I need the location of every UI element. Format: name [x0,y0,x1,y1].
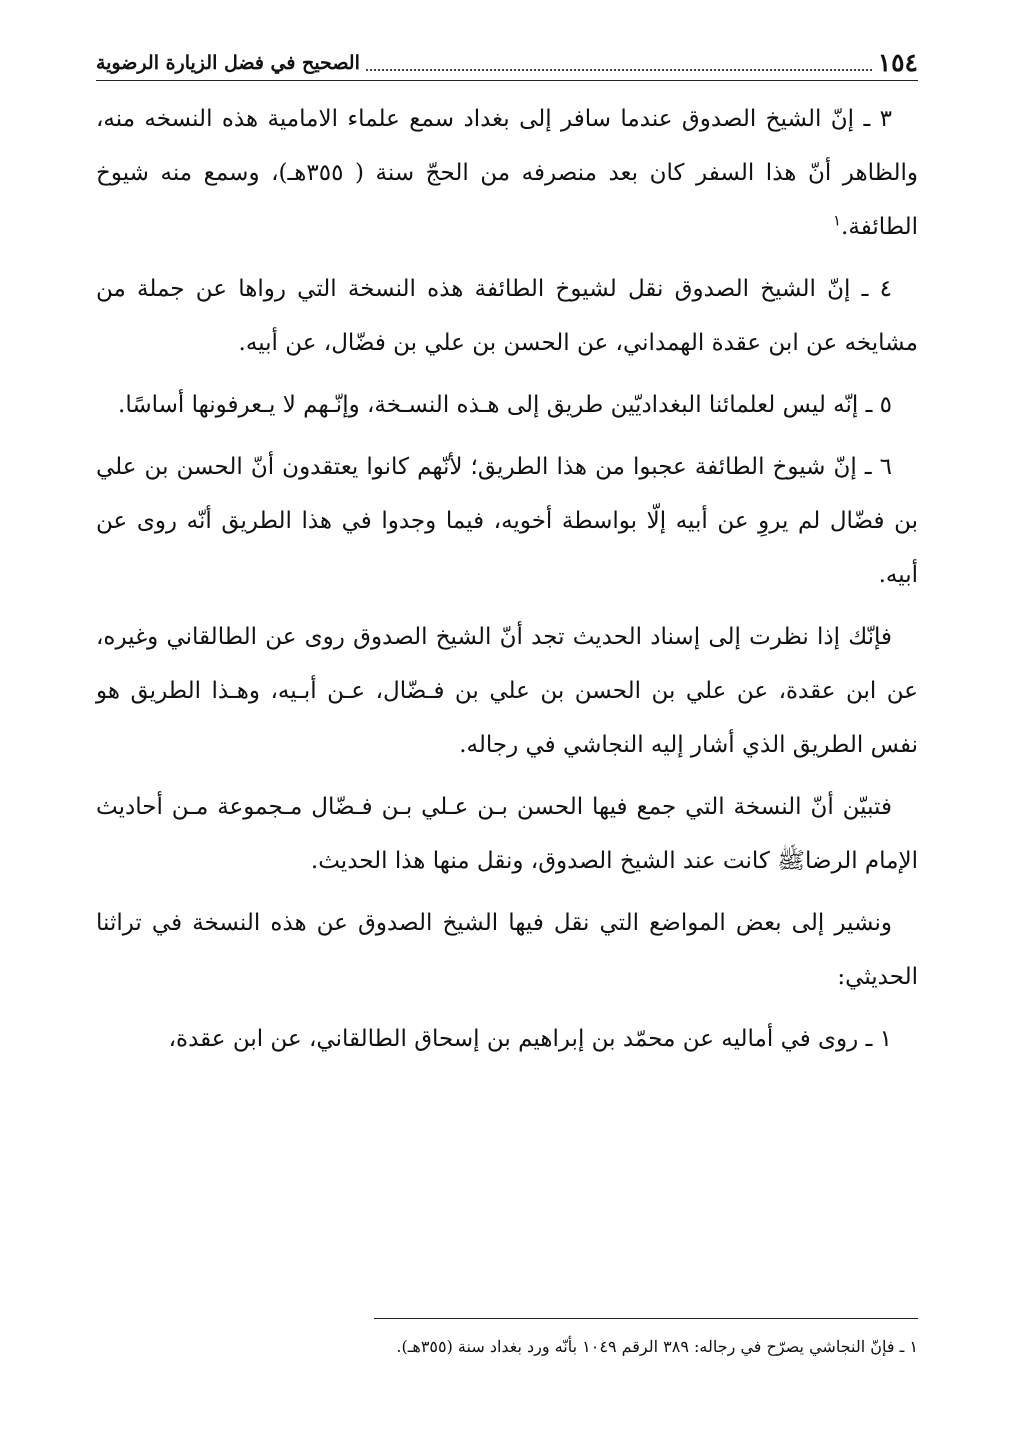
paragraph: ٦ ـ إنّ شيوخ الطائفة عجبوا من هذا الطريق؛ لأنّهم كانوا يعتقدون أنّ الحسن بن علي بن فضّال لم يروِ عن أبيه إلّا بواسطة أخويه، فيما وجدوا في هذا الطريق أنّه روى عن أبيه. [96,454,918,588]
body-text [96,92,918,1074]
paragraph: ١ ـ روى في أماليه عن محمّد بن إبراهيم بن إسحاق الطالقاني، عن ابن عقدة، [168,1026,892,1052]
header-dot-leader [366,68,872,71]
paragraph: فإنّك إذا نظرت إلى إسناد الحديث تجد أنّ الشيخ الصدوق روى عن الطالقاني وغيره، عن ابن عقدة، عن علي بن الحسن بن علي بن فـضّال، عـن أبـيه، وهـذا الطريق هو نفس الطريق الذي أشار إليه النجاشي في رجاله. [96,624,918,758]
footnote-reference: ١ [832,211,842,230]
paragraph: ٤ ـ إنّ الشيخ الصدوق نقل لشيوخ الطائفة هذه النسخة التي رواها عن جملة من مشايخه عن ابن عقدة الهمداني، عن الحسن بن علي بن فضّال، عن أبيه. [96,276,918,356]
paragraph-text: ٣ ـ إنّ الشيخ الصدوق عندما سافر إلى بغداد سمع علماء الامامية هذه النسخه منه، والظاهر أنّ هذا السفر كان بعد منصرفه من الحجّ سنة ( ٣٥٥هـ)، وسمع منه شيوخ الطائفة. [96,106,918,240]
running-title: الصحيح في فضل الزيارة الرضوية [96,52,360,74]
paragraph: ونشير إلى بعض المواضع التي نقل فيها الشيخ الصدوق عن هذه النسخة في تراثنا الحديثي: [96,910,918,990]
footnote-separator [374,1318,918,1319]
paragraph: فتبيّن أنّ النسخة التي جمع فيها الحسن بـن عـلي بـن فـضّال مـجموعة مـن أحاديث الإمام الرضاﷺ كانت عند الشيخ الصدوق، ونقل منها هذا الحديث. [96,794,918,874]
paragraph [96,92,918,254]
footnote: ١ ـ فإنّ النجاشي يصرّح في رجاله: ٣٨٩ الرقم ١٠٤٩ بأنّه ورد بغداد سنة (٣٥٥هـ). [396,1337,918,1356]
page-header [96,40,918,81]
paragraph: ٥ ـ إنّه ليس لعلمائنا البغداديّين طريق إلى هـذه النسـخة، وإنّـهم لا يـعرفونها أساسًا. [118,392,892,418]
page-number: ١٥٤ [877,48,918,77]
